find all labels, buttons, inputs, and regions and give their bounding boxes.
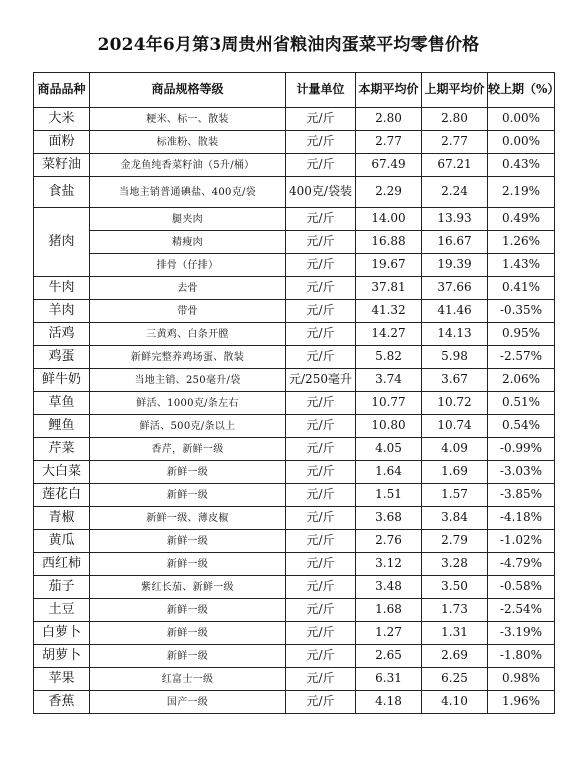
- unit-cell: 元/斤: [286, 553, 356, 576]
- category-cell: 鸡蛋: [34, 346, 90, 369]
- table-row: [34, 622, 555, 645]
- table-row: [34, 507, 555, 530]
- change-cell: -1.80%: [488, 645, 555, 668]
- previous-price-cell: 14.13: [422, 323, 488, 346]
- unit-cell: 400克/袋装: [286, 177, 356, 208]
- previous-price-cell: 3.67: [422, 369, 488, 392]
- spec-cell: 带骨: [90, 300, 286, 323]
- unit-cell: 元/斤: [286, 691, 356, 714]
- change-cell: -0.99%: [488, 438, 555, 461]
- previous-price-cell: 4.09: [422, 438, 488, 461]
- unit-cell: 元/斤: [286, 323, 356, 346]
- table-row: [34, 131, 555, 154]
- category-cell: 活鸡: [34, 323, 90, 346]
- previous-price-cell: 2.79: [422, 530, 488, 553]
- category-cell: 莲花白: [34, 484, 90, 507]
- spec-cell: 新鲜一级、薄皮椒: [90, 507, 286, 530]
- category-cell: 面粉: [34, 131, 90, 154]
- unit-cell: 元/斤: [286, 507, 356, 530]
- current-price-cell: 2.65: [356, 645, 422, 668]
- spec-cell: 新鲜一级: [90, 461, 286, 484]
- previous-price-cell: 2.24: [422, 177, 488, 208]
- header-change: 较上期（%）: [488, 73, 555, 108]
- current-price-cell: 3.74: [356, 369, 422, 392]
- change-cell: -1.02%: [488, 530, 555, 553]
- spec-cell: 去骨: [90, 277, 286, 300]
- category-cell: 西红柿: [34, 553, 90, 576]
- previous-price-cell: 2.77: [422, 131, 488, 154]
- current-price-cell: 3.68: [356, 507, 422, 530]
- unit-cell: 元/斤: [286, 108, 356, 131]
- spec-cell: 新鲜一级: [90, 599, 286, 622]
- change-cell: -2.54%: [488, 599, 555, 622]
- change-cell: 0.00%: [488, 131, 555, 154]
- category-cell: 黄瓜: [34, 530, 90, 553]
- table-row: [34, 553, 555, 576]
- unit-cell: 元/斤: [286, 415, 356, 438]
- category-cell: 土豆: [34, 599, 90, 622]
- table-row: [34, 300, 555, 323]
- table-row: [34, 599, 555, 622]
- header-unit: 计量单位: [286, 73, 356, 108]
- current-price-cell: 37.81: [356, 277, 422, 300]
- spec-cell: 香芹，新鲜一级: [90, 438, 286, 461]
- spec-cell: 标准粉、散装: [90, 131, 286, 154]
- spec-cell: 紫红长茄、新鲜一级: [90, 576, 286, 599]
- previous-price-cell: 37.66: [422, 277, 488, 300]
- unit-cell: 元/斤: [286, 300, 356, 323]
- unit-cell: 元/斤: [286, 392, 356, 415]
- change-cell: -0.35%: [488, 300, 555, 323]
- table-row: [34, 461, 555, 484]
- previous-price-cell: 3.50: [422, 576, 488, 599]
- spec-cell: 金龙鱼纯香菜籽油（5升/桶）: [90, 154, 286, 177]
- spec-cell: 国产一级: [90, 691, 286, 714]
- spec-cell: 鲜活、500克/条以上: [90, 415, 286, 438]
- table-row: [34, 438, 555, 461]
- table-row: [34, 369, 555, 392]
- category-cell: 青椒: [34, 507, 90, 530]
- unit-cell: 元/斤: [286, 484, 356, 507]
- unit-cell: 元/250毫升: [286, 369, 356, 392]
- previous-price-cell: 1.31: [422, 622, 488, 645]
- previous-price-cell: 41.46: [422, 300, 488, 323]
- change-cell: -0.58%: [488, 576, 555, 599]
- unit-cell: 元/斤: [286, 231, 356, 254]
- category-cell: 茄子: [34, 576, 90, 599]
- category-cell: 羊肉: [34, 300, 90, 323]
- table-row: [34, 254, 555, 277]
- unit-cell: 元/斤: [286, 208, 356, 231]
- current-price-cell: 2.29: [356, 177, 422, 208]
- category-cell: 白萝卜: [34, 622, 90, 645]
- spec-cell: 新鲜一级: [90, 622, 286, 645]
- spec-cell: 红富士一级: [90, 668, 286, 691]
- current-price-cell: 2.76: [356, 530, 422, 553]
- price-table: [33, 72, 560, 714]
- category-cell: 大白菜: [34, 461, 90, 484]
- category-cell: 大米: [34, 108, 90, 131]
- unit-cell: 元/斤: [286, 645, 356, 668]
- change-cell: 0.98%: [488, 668, 555, 691]
- change-cell: -4.18%: [488, 507, 555, 530]
- previous-price-cell: 13.93: [422, 208, 488, 231]
- table-row: [34, 323, 555, 346]
- category-cell: 苹果: [34, 668, 90, 691]
- table-row: [34, 108, 555, 131]
- spec-cell: 鲜活、1000克/条左右: [90, 392, 286, 415]
- table-row: [34, 231, 555, 254]
- spec-cell: 当地主销、250毫升/袋: [90, 369, 286, 392]
- table-row: [34, 177, 555, 208]
- previous-price-cell: 1.73: [422, 599, 488, 622]
- category-cell: 草鱼: [34, 392, 90, 415]
- previous-price-cell: 10.72: [422, 392, 488, 415]
- spec-cell: 排骨（仔排）: [90, 254, 286, 277]
- unit-cell: 元/斤: [286, 668, 356, 691]
- header-current-price: 本期平均价: [356, 73, 422, 108]
- change-cell: -3.03%: [488, 461, 555, 484]
- unit-cell: 元/斤: [286, 438, 356, 461]
- change-cell: 1.43%: [488, 254, 555, 277]
- table-row: [34, 668, 555, 691]
- previous-price-cell: 2.80: [422, 108, 488, 131]
- previous-price-cell: 6.25: [422, 668, 488, 691]
- current-price-cell: 67.49: [356, 154, 422, 177]
- category-cell: 胡萝卜: [34, 645, 90, 668]
- previous-price-cell: 1.69: [422, 461, 488, 484]
- change-cell: 0.43%: [488, 154, 555, 177]
- previous-price-cell: 3.84: [422, 507, 488, 530]
- table-row: [34, 154, 555, 177]
- table-row: [34, 392, 555, 415]
- unit-cell: 元/斤: [286, 277, 356, 300]
- current-price-cell: 1.51: [356, 484, 422, 507]
- current-price-cell: 4.05: [356, 438, 422, 461]
- change-cell: 1.96%: [488, 691, 555, 714]
- current-price-cell: 3.12: [356, 553, 422, 576]
- unit-cell: 元/斤: [286, 254, 356, 277]
- unit-cell: 元/斤: [286, 530, 356, 553]
- category-cell: 香蕉: [34, 691, 90, 714]
- unit-cell: 元/斤: [286, 131, 356, 154]
- table-header-row: [34, 73, 555, 108]
- header-category: 商品品种: [34, 73, 90, 108]
- current-price-cell: 1.68: [356, 599, 422, 622]
- current-price-cell: 5.82: [356, 346, 422, 369]
- current-price-cell: 10.77: [356, 392, 422, 415]
- category-cell: 芹菜: [34, 438, 90, 461]
- change-cell: 0.41%: [488, 277, 555, 300]
- previous-price-cell: 2.69: [422, 645, 488, 668]
- change-cell: 2.06%: [488, 369, 555, 392]
- previous-price-cell: 1.57: [422, 484, 488, 507]
- spec-cell: 腿夹肉: [90, 208, 286, 231]
- current-price-cell: 6.31: [356, 668, 422, 691]
- spec-cell: 新鲜一级: [90, 553, 286, 576]
- spec-cell: 精瘦肉: [90, 231, 286, 254]
- current-price-cell: 41.32: [356, 300, 422, 323]
- unit-cell: 元/斤: [286, 622, 356, 645]
- unit-cell: 元/斤: [286, 599, 356, 622]
- current-price-cell: 1.64: [356, 461, 422, 484]
- table-body: [34, 108, 555, 714]
- change-cell: -2.57%: [488, 346, 555, 369]
- spec-cell: 当地主销普通碘盐、400克/袋: [90, 177, 286, 208]
- table-row: [34, 530, 555, 553]
- spec-cell: 三黄鸡、白条开膛: [90, 323, 286, 346]
- table-row: [34, 576, 555, 599]
- previous-price-cell: 3.28: [422, 553, 488, 576]
- category-cell: 鲤鱼: [34, 415, 90, 438]
- change-cell: 2.19%: [488, 177, 555, 208]
- category-cell: 鲜牛奶: [34, 369, 90, 392]
- table-row: [34, 208, 555, 231]
- previous-price-cell: 19.39: [422, 254, 488, 277]
- header-spec: 商品规格等级: [90, 73, 286, 108]
- current-price-cell: 2.77: [356, 131, 422, 154]
- current-price-cell: 14.27: [356, 323, 422, 346]
- current-price-cell: 2.80: [356, 108, 422, 131]
- table-row: [34, 277, 555, 300]
- change-cell: 0.95%: [488, 323, 555, 346]
- category-cell: 食盐: [34, 177, 90, 208]
- previous-price-cell: 16.67: [422, 231, 488, 254]
- table-row: [34, 645, 555, 668]
- change-cell: 0.00%: [488, 108, 555, 131]
- unit-cell: 元/斤: [286, 154, 356, 177]
- header-previous-price: 上期平均价: [422, 73, 488, 108]
- spec-cell: 粳米、标一、散装: [90, 108, 286, 131]
- change-cell: 1.26%: [488, 231, 555, 254]
- category-cell: 牛肉: [34, 277, 90, 300]
- spec-cell: 新鲜一级: [90, 484, 286, 507]
- previous-price-cell: 4.10: [422, 691, 488, 714]
- unit-cell: 元/斤: [286, 461, 356, 484]
- unit-cell: 元/斤: [286, 576, 356, 599]
- category-cell: 菜籽油: [34, 154, 90, 177]
- previous-price-cell: 10.74: [422, 415, 488, 438]
- unit-cell: 元/斤: [286, 346, 356, 369]
- table-row: [34, 415, 555, 438]
- page-title: 2024年6月第3周贵州省粮油肉蛋菜平均零售价格: [97, 35, 480, 55]
- previous-price-cell: 67.21: [422, 154, 488, 177]
- change-cell: 0.54%: [488, 415, 555, 438]
- change-cell: -3.19%: [488, 622, 555, 645]
- spec-cell: 新鲜一级: [90, 530, 286, 553]
- category-cell: 猪肉: [34, 208, 90, 277]
- current-price-cell: 1.27: [356, 622, 422, 645]
- current-price-cell: 10.80: [356, 415, 422, 438]
- table-row: [34, 346, 555, 369]
- change-cell: -3.85%: [488, 484, 555, 507]
- previous-price-cell: 5.98: [422, 346, 488, 369]
- change-cell: 0.51%: [488, 392, 555, 415]
- current-price-cell: 4.18: [356, 691, 422, 714]
- current-price-cell: 3.48: [356, 576, 422, 599]
- current-price-cell: 19.67: [356, 254, 422, 277]
- table-row: [34, 691, 555, 714]
- change-cell: -4.79%: [488, 553, 555, 576]
- table-row: [34, 484, 555, 507]
- spec-cell: 新鲜一级: [90, 645, 286, 668]
- current-price-cell: 16.88: [356, 231, 422, 254]
- spec-cell: 新鲜完整养鸡场蛋、散装: [90, 346, 286, 369]
- current-price-cell: 14.00: [356, 208, 422, 231]
- change-cell: 0.49%: [488, 208, 555, 231]
